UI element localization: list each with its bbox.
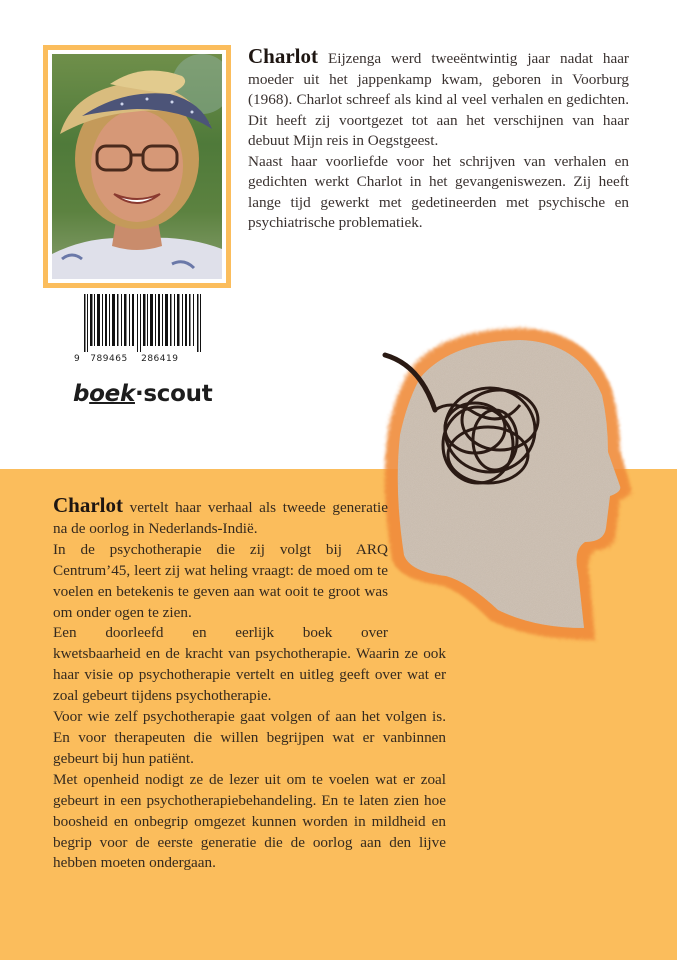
blurb-author-name: Charlot [53,493,123,517]
publisher-logo-scout: scout [143,381,213,407]
blurb-paragraph-4: Voor wie zelf psychotherapie gaat volgen of aan het volgen is. En voor therapeuten die willen begrijpen wat er vanbinnen gebeurt bij hun patiënt. [53,708,446,767]
bio-author-name: Charlot [248,44,318,68]
author-photo-frame [43,45,231,288]
publisher-logo-dot: · [134,381,144,407]
blurb-text-1: vertelt haar verhaal als tweede generatie na de oorlog in Nederlands-Indië. [53,499,388,537]
blurb-paragraph-1 [53,495,388,540]
bio-text-1: Eijzenga werd tweeëntwintig jaar nadat haar moeder uit het jappenkamp kwam, geboren in Voorburg (1968). Charlot schreef als kind al veel verhalen en gedichten. Dit heeft zij voortgezet tot aan het verschijnen van haar debuut Mijn reis in Oegstgeest. [248,50,629,149]
publisher-logo-oek: oek [89,381,135,407]
isbn-number: 9 789465 286419 [74,354,179,364]
publisher-logo [73,381,212,407]
publisher-logo-b: b [73,381,90,407]
author-photo [52,54,222,279]
blurb-paragraph-3b: kwetsbaarheid en de kracht van psychotherapie. Waarin ze ook haar visie op psychotherapie vertelt en uitleg geeft over wat er zoal gebeurt tijdens psychotherapie. [53,645,446,705]
portrait-illustration [52,54,222,279]
head-silhouette-tangled-thread-icon [380,310,650,670]
blurb-paragraph-3a: Een doorleefd en eerlijk boek over [53,624,388,642]
bio-paragraph-2: Naast haar voorliefde voor het schrijven van verhalen en gedichten werkt Charlot in het gevangeniswezen. Zij heeft lange tijd gewerkt met gedetineerden met psychische en psychiatrische problematiek. [248,152,629,231]
author-bio [248,46,629,234]
bio-paragraph-1 [248,46,629,152]
barcode-icon [84,294,202,352]
blurb-paragraph-2: In de psychotherapie die zij volgt bij ARQ Centrum’45, leert zij wat heling vraagt: de moed om te voelen en betekenis te geven aan wat ooit te groot was om onder ogen te zien. [53,540,388,621]
blurb-paragraph-5: Met openheid nodigt ze de lezer uit om te voelen wat er zoal gebeurt in een psychotherapiebehandeling. En te laten zien hoe boosheid en onbegrip omgezet kunnen worden in mildheid en begrip voor de eerste generatie die de oorlog aan den lijve hebben moeten ondergaan. [53,770,446,872]
book-blurb [53,493,446,874]
